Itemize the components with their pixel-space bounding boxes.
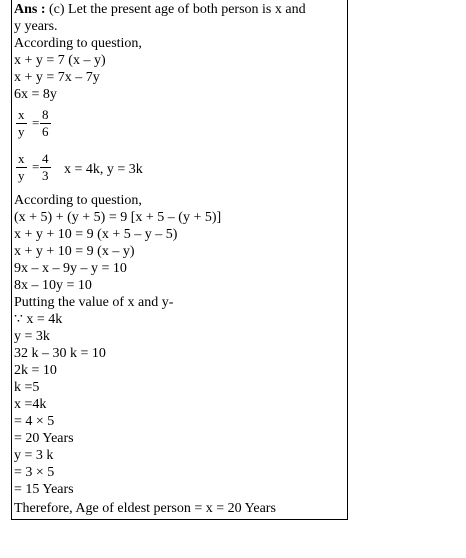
equation-15: = 4 × 5 — [14, 414, 55, 429]
answer-box — [11, 0, 348, 520]
equation-19: = 15 Years — [14, 482, 74, 497]
equals-sign-2: = — [32, 159, 40, 174]
answer-intro: (c) Let the present age of both person is x and — [49, 2, 306, 17]
equation-16: = 20 Years — [14, 431, 74, 446]
putting-values: Putting the value of x and y- — [14, 295, 174, 310]
numerator: 8 — [42, 107, 49, 122]
conclusion: Therefore, Age of eldest person = x = 20 Years — [14, 501, 276, 516]
equation-12: 2k = 10 — [14, 363, 57, 378]
equation-17: y = 3 k — [14, 448, 54, 463]
according-to-question-2: According to question, — [14, 193, 142, 208]
equation-1: x + y = 7 (x – y) — [14, 53, 106, 68]
answer-intro-continued: y years. — [14, 19, 58, 34]
equation-4: (x + 5) + (y + 5) = 9 [x + 5 – (y + 5)] — [14, 210, 222, 225]
substitution-k: x = 4k, y = 3k — [64, 162, 143, 177]
denominator: 6 — [42, 124, 49, 139]
equation-13: k =5 — [14, 380, 40, 395]
denominator: y — [18, 168, 25, 183]
denominator: y — [18, 124, 25, 139]
equation-5: x + y + 10 = 9 (x + 5 – y – 5) — [14, 227, 178, 242]
fraction-four-over-three — [40, 152, 51, 183]
equation-11: 32 k – 30 k = 10 — [14, 346, 106, 361]
equation-7: 9x – x – 9y – y = 10 — [14, 261, 127, 276]
numerator: 4 — [42, 151, 49, 166]
equation-6: x + y + 10 = 9 (x – y) — [14, 244, 135, 259]
equation-8: 8x – 10y = 10 — [14, 278, 92, 293]
fraction-x-over-y — [16, 108, 27, 139]
according-to-question-1: According to question, — [14, 36, 142, 51]
answer-prefix: Ans : — [14, 2, 46, 17]
fraction-eight-over-six — [40, 108, 51, 139]
numerator: x — [18, 107, 25, 122]
equation-14: x =4k — [14, 397, 47, 412]
equation-18: = 3 × 5 — [14, 465, 55, 480]
fraction-x-over-y-2 — [16, 152, 27, 183]
answer-line-intro — [14, 2, 306, 18]
numerator: x — [18, 151, 25, 166]
equation-9: ∵ x = 4k — [14, 312, 63, 327]
equation-10: y = 3k — [14, 329, 50, 344]
equation-2: x + y = 7x – 7y — [14, 70, 100, 85]
denominator: 3 — [42, 168, 49, 183]
equation-3: 6x = 8y — [14, 87, 57, 102]
equals-sign: = — [32, 115, 40, 130]
